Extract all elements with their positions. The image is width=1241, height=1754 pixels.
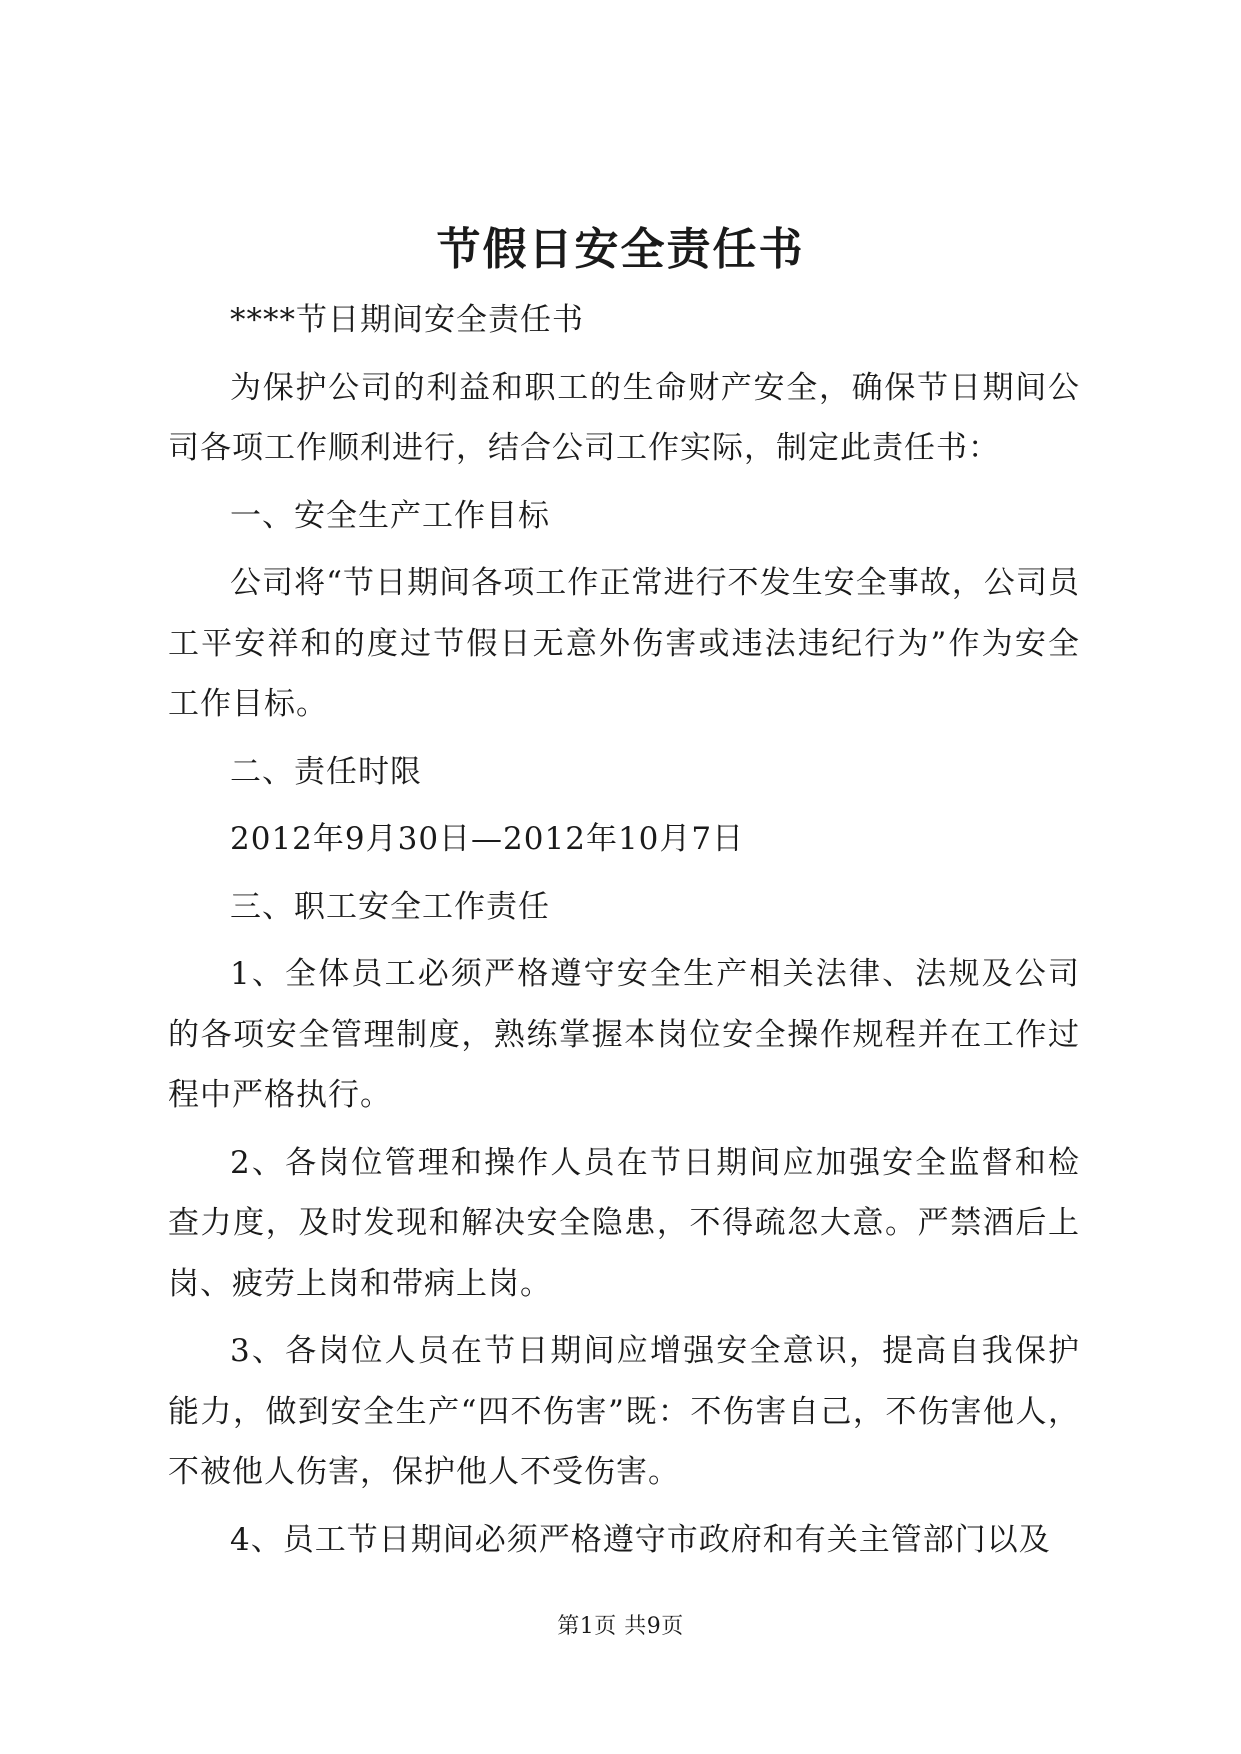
list-item-2: 2、各岗位管理和操作人员在节日期间应加强安全监督和检查力度，及时发现和解决安全隐患，不得疏忽大意。严禁酒后上岗、疲劳上岗和带病上岗。: [168, 1144, 1080, 1302]
paragraph-period: 2012年9月30日—2012年10月7日: [230, 821, 745, 857]
list-item-4: 4、员工节日期间必须严格遵守市政府和有关主管部门以及: [230, 1521, 1051, 1558]
section-heading-period: 二、责任时限: [230, 753, 422, 790]
paragraph-goal: 公司将“节日期间各项工作正常进行不发生安全事故，公司员工平安祥和的度过节假日无意外伤害或违法违纪行为”作为安全工作目标。: [168, 565, 1080, 722]
document-body: [168, 290, 1080, 1577]
section-heading-responsibility: 三、职工安全工作责任: [230, 888, 550, 925]
paragraph-subtitle: ****节日期间安全责任书: [230, 302, 584, 338]
document-title: 节假日安全责任书: [436, 224, 805, 275]
page-footer: 第1页 共9页: [557, 1614, 684, 1639]
list-item-1: 1、全体员工必须严格遵守安全生产相关法律、法规及公司的各项安全管理制度，熟练掌握本岗位安全操作规程并在工作过程中严格执行。: [168, 956, 1080, 1113]
list-item-3: 3、各岗位人员在节日期间应增强安全意识，提高自我保护能力，做到安全生产“四不伤害”既：不伤害自己，不伤害他人，不被他人伤害，保护他人不受伤害。: [168, 1333, 1080, 1490]
section-heading-goal: 一、安全生产工作目标: [230, 497, 550, 534]
paragraph-purpose: 为保护公司的利益和职工的生命财产安全，确保节日期间公司各项工作顺利进行，结合公司工作实际，制定此责任书：: [168, 369, 1080, 466]
